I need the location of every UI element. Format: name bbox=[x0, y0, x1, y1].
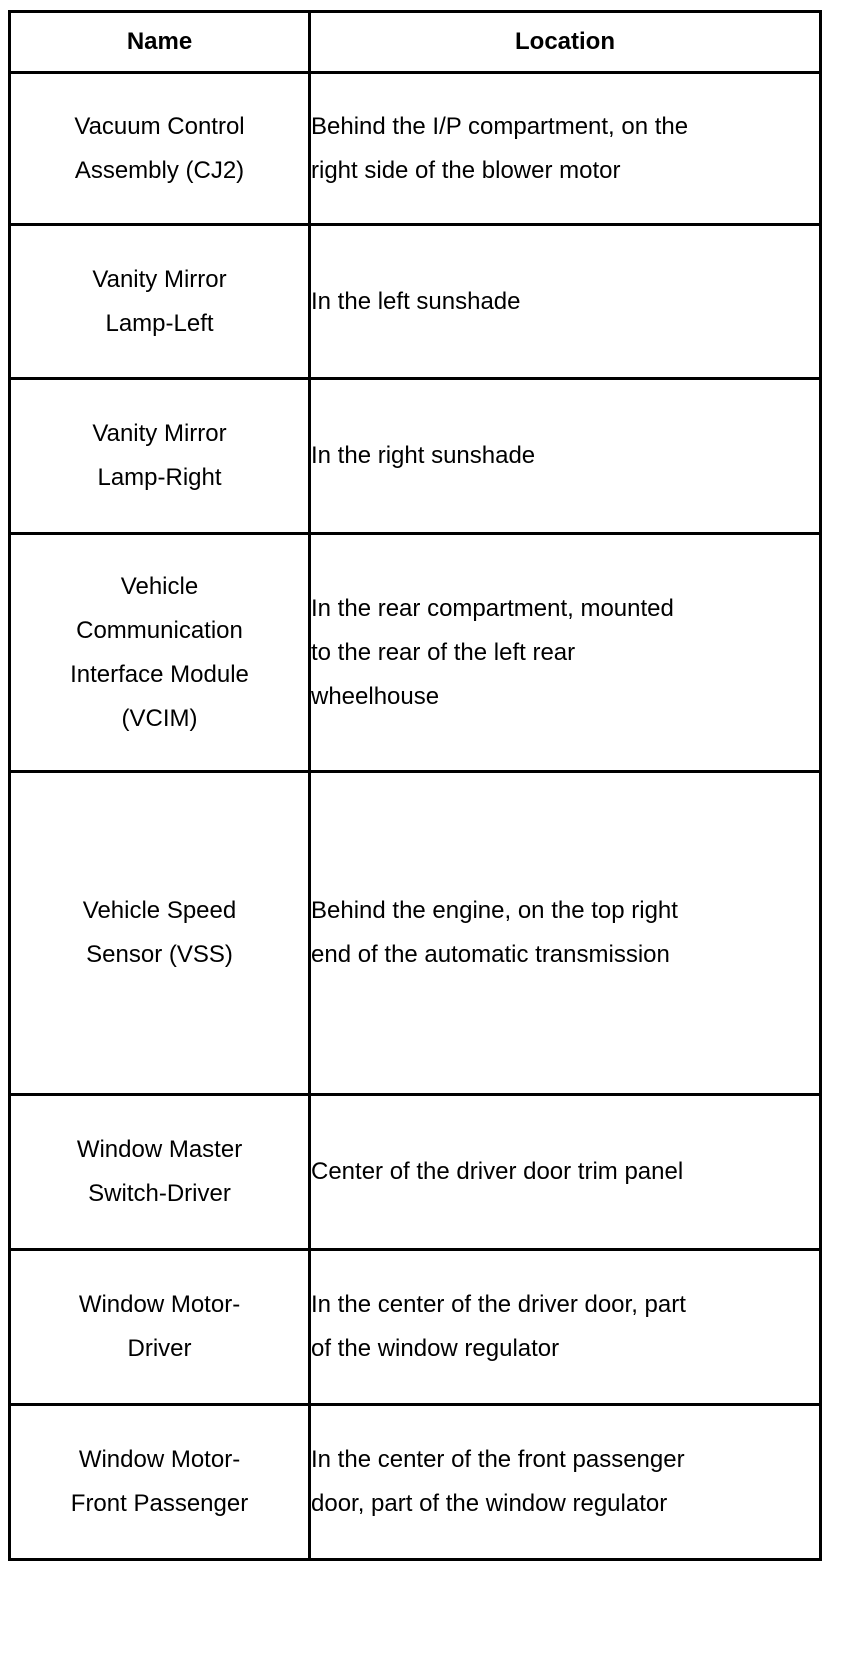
name-cell bbox=[10, 379, 310, 534]
component-location: In the center of the driver door, part of the window regulator bbox=[311, 1291, 686, 1362]
location-cell bbox=[310, 772, 821, 1095]
component-name: Vacuum Control Assembly (CJ2) bbox=[74, 112, 245, 184]
name-cell bbox=[10, 73, 310, 225]
component-location: In the rear compartment, mounted to the rear of the left rear wheelhouse bbox=[311, 594, 674, 710]
component-location: In the right sunshade bbox=[311, 442, 536, 469]
table-row bbox=[10, 772, 821, 1095]
component-name: Window Master Switch-Driver bbox=[76, 1136, 243, 1207]
table-row bbox=[10, 534, 821, 772]
location-cell bbox=[310, 73, 821, 225]
location-cell bbox=[310, 379, 821, 534]
component-location: Behind the engine, on the top right end of the automatic transmission bbox=[311, 897, 678, 968]
component-name: Window Motor- Driver bbox=[78, 1291, 241, 1362]
name-cell bbox=[10, 534, 310, 772]
component-name: Vehicle Speed Sensor (VSS) bbox=[82, 897, 237, 968]
name-cell bbox=[10, 1405, 310, 1560]
table-row bbox=[10, 225, 821, 379]
component-name: Vehicle Communication Interface Module (VCIM) bbox=[70, 572, 249, 732]
name-cell bbox=[10, 1250, 310, 1405]
component-location-table bbox=[8, 10, 822, 1561]
table-row bbox=[10, 1405, 821, 1560]
table-row bbox=[10, 1095, 821, 1250]
component-name: Vanity Mirror Lamp-Left bbox=[92, 265, 227, 337]
component-location: In the center of the front passenger door, part of the window regulator bbox=[311, 1446, 685, 1517]
location-cell bbox=[310, 225, 821, 379]
component-name: Vanity Mirror Lamp-Right bbox=[92, 420, 227, 491]
location-cell bbox=[310, 1405, 821, 1560]
location-cell bbox=[310, 534, 821, 772]
location-cell bbox=[310, 1250, 821, 1405]
component-location: Behind the I/P compartment, on the right side of the blower motor bbox=[311, 112, 689, 184]
table-header-row bbox=[10, 12, 821, 73]
header-name: Name bbox=[10, 12, 310, 73]
name-cell bbox=[10, 1095, 310, 1250]
header-location: Location bbox=[310, 12, 821, 73]
table-row bbox=[10, 379, 821, 534]
component-name: Window Motor- Front Passenger bbox=[70, 1446, 249, 1517]
name-cell bbox=[10, 225, 310, 379]
component-location: Center of the driver door trim panel bbox=[311, 1158, 684, 1185]
location-cell bbox=[310, 1095, 821, 1250]
table-row bbox=[10, 73, 821, 225]
component-location: In the left sunshade bbox=[311, 287, 521, 315]
table-row bbox=[10, 1250, 821, 1405]
name-cell bbox=[10, 772, 310, 1095]
